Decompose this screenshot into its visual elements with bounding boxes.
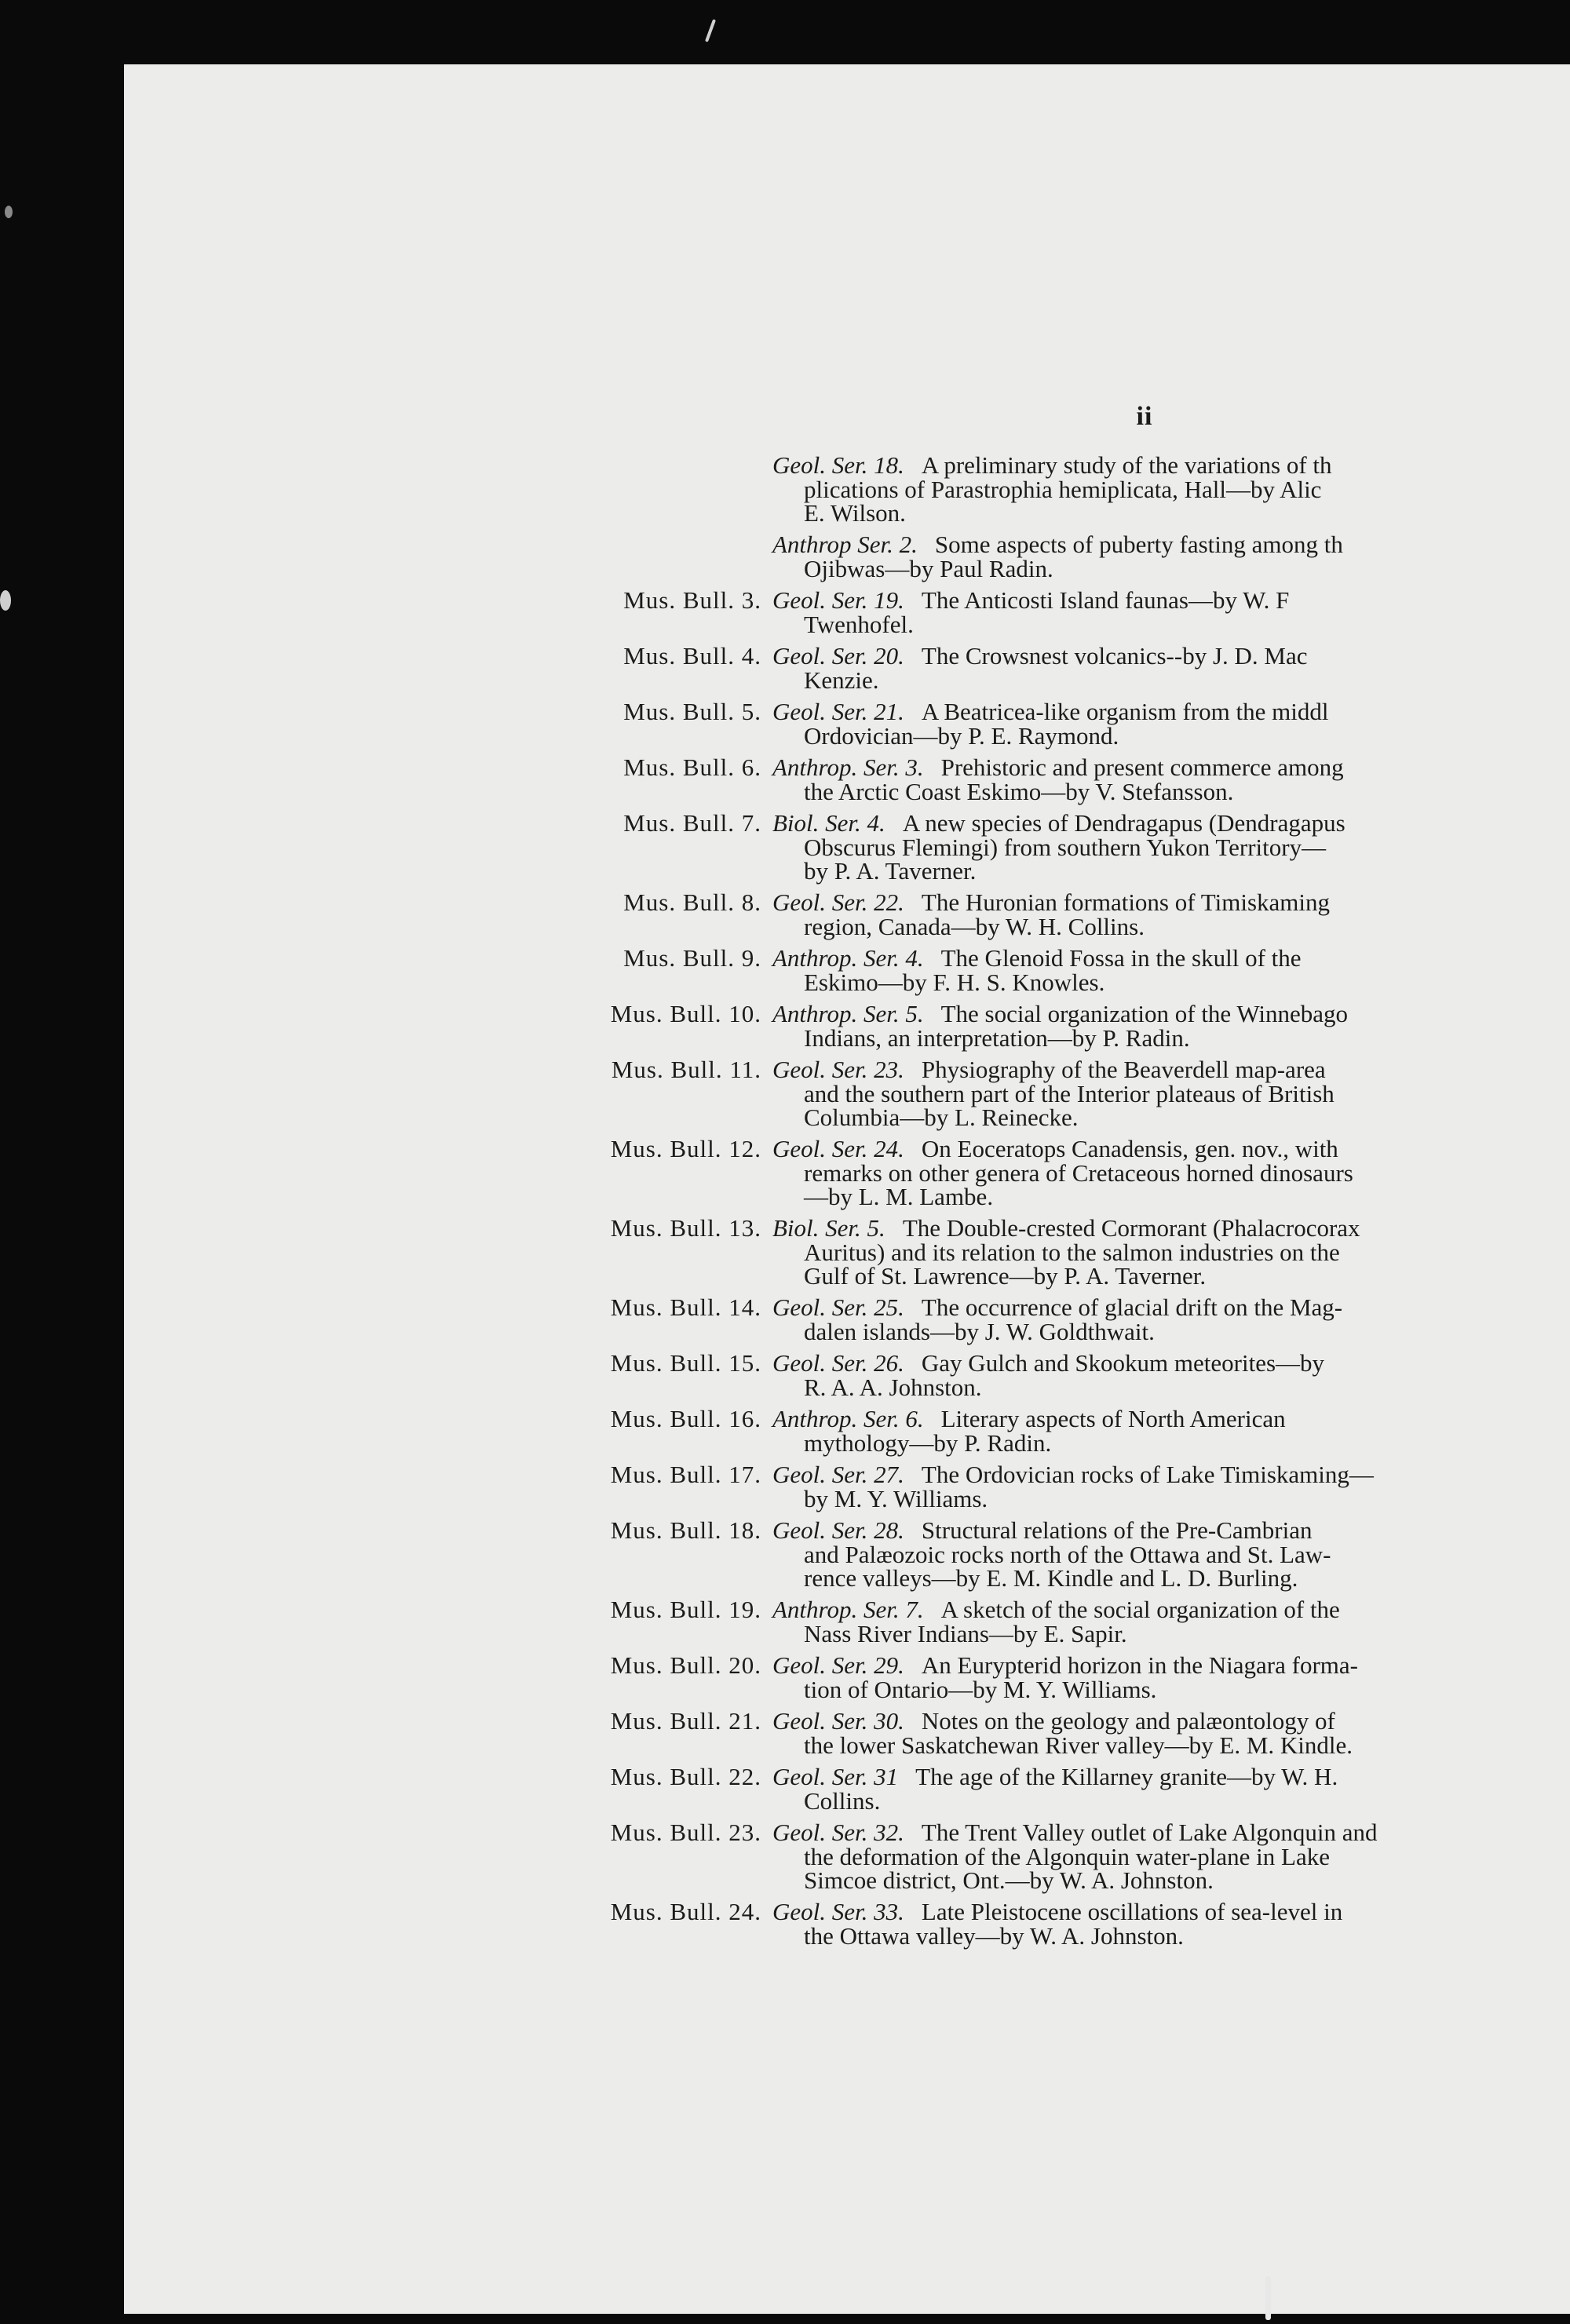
entry-continuation: Ojibwas—by Paul Radin. [804,555,1053,582]
bulletin-number: Mus. Bull. 18. [610,1516,761,1544]
bulletin-entry [623,642,1570,694]
entry-title: Literary aspects of North American [940,1405,1286,1432]
series-label: Anthrop Ser. 2. [772,531,918,558]
series-label: Geol. Ser. 30. [772,1707,904,1735]
bulletin-number: Mus. Bull. 12. [610,1135,761,1162]
entry-title: An Eurypterid horizon in the Niagara forma- [921,1651,1358,1679]
entry-title: A preliminary study of the variations of th [921,451,1332,479]
entry-first-line [623,642,1570,669]
entry-title: Some aspects of puberty fasting among th [934,531,1343,558]
entry-title: The age of the Killarney granite—by W. H. [915,1763,1338,1790]
bulletin-list [610,451,1570,1954]
series-label: Anthrop. Ser. 6. [772,1405,924,1432]
bulletin-entry [610,1651,1570,1703]
bulletin-number: Mus. Bull. 23. [610,1819,761,1846]
bulletin-number: Mus. Bull. 20. [610,1651,761,1679]
bulletin-number: Mus. Bull. 4. [623,642,761,669]
entry-continuation: mythology—by P. Radin. [804,1429,1052,1457]
entry-continuation: Collins. [804,1787,881,1815]
entry-title: The Double-crested Cormorant (Phalacrocorax [902,1214,1360,1242]
entry-continuation: R. A. A. Johnston. [804,1374,982,1401]
bulletin-number: Mus. Bull. 5. [623,698,761,725]
series-label: Geol. Ser. 32. [772,1819,904,1846]
entry-continuation: Nass River Indians—by E. Sapir. [804,1620,1127,1647]
entry-first-line [610,1000,1570,1027]
entry-continuation: remarks on other genera of Cretaceous horned dinosaurs [804,1159,1353,1187]
entry-title: On Eoceratops Canadensis, gen. nov., with [921,1135,1338,1162]
entry-first-line [610,1461,1570,1488]
entry-title: Gay Gulch and Skookum meteorites—by [921,1349,1325,1377]
bulletin-entry [610,1293,1570,1345]
scan-speck [0,590,11,611]
entry-first-line [623,586,1570,614]
bulletin-entry [623,698,1570,750]
series-label: Anthrop. Ser. 4. [772,944,924,972]
entry-first-line [610,1293,1570,1321]
entry-continuation: the deformation of the Algonquin water-plane in Lake [804,1843,1330,1870]
entry-title: The Trent Valley outlet of Lake Algonquin and [921,1819,1378,1846]
entry-title: Physiography of the Beaverdell map-area [921,1056,1326,1083]
entry-continuation: Auritus) and its relation to the salmon industries on the [804,1239,1340,1266]
entry-title: Structural relations of the Pre-Cambrian [921,1516,1313,1544]
entry-first-line [623,888,1570,916]
bulletin-entry [610,1596,1570,1647]
entry-continuation: the Ottawa valley—by W. A. Johnston. [804,1922,1184,1950]
entry-continuation: the lower Saskatchewan River valley—by E. M. Kindle. [804,1731,1353,1759]
bulletin-number: Mus. Bull. 7. [623,809,761,837]
series-label: Geol. Ser. 26. [772,1349,904,1377]
entry-first-line [623,944,1570,972]
entry-first-line [610,1135,1570,1162]
entry-first-line [610,1651,1570,1679]
entry-continuation: rence valleys—by E. M. Kindle and L. D. Burling. [804,1564,1298,1592]
scan-speck [5,206,13,218]
series-label: Anthrop. Ser. 5. [772,1000,924,1027]
series-label: Geol. Ser. 31 [772,1763,899,1790]
bulletin-entry [610,1461,1570,1512]
entry-continuation: dalen islands—by J. W. Goldthwait. [804,1318,1155,1345]
entry-title: The Anticosti Island faunas—by W. F [921,586,1290,614]
bulletin-entry [610,1135,1570,1210]
entry-first-line [610,1707,1570,1735]
series-label: Anthrop. Ser. 7. [772,1596,924,1623]
bulletin-entry [610,1898,1570,1950]
entry-first-line [610,1214,1570,1242]
bulletin-number: Mus. Bull. 21. [610,1707,761,1735]
bulletin-entry [610,1000,1570,1052]
bulletin-entry [623,586,1570,638]
series-label: Geol. Ser. 29. [772,1651,904,1679]
series-label: Geol. Ser. 28. [772,1516,904,1544]
bulletin-entry [772,452,1570,525]
entry-title: The Glenoid Fossa in the skull of the [940,944,1302,972]
entry-title: The Ordovician rocks of Lake Timiskaming— [921,1461,1374,1488]
series-label: Geol. Ser. 24. [772,1135,904,1162]
bulletin-entry [610,1405,1570,1457]
entry-title: The occurrence of glacial drift on the Mag- [921,1293,1343,1321]
entry-first-line [610,1349,1570,1377]
entry-first-line [610,1898,1570,1925]
entry-continuation: and Palæozoic rocks north of the Ottawa and St. Law- [804,1541,1331,1568]
series-label: Geol. Ser. 23. [772,1056,904,1083]
bulletin-entry [610,1349,1570,1401]
entry-continuation: Kenzie. [804,666,879,694]
series-label: Anthrop. Ser. 3. [772,753,924,781]
bulletin-entry [610,1763,1570,1815]
bulletin-number: Mus. Bull. 8. [623,888,761,916]
entry-title: Notes on the geology and palæontology of [921,1707,1335,1735]
series-label: Geol. Ser. 27. [772,1461,904,1488]
series-label: Geol. Ser. 18. [772,451,904,479]
entry-title: A sketch of the social organization of the [940,1596,1340,1623]
bulletin-number: Mus. Bull. 10. [610,1000,761,1027]
entry-first-line [772,452,1570,478]
entry-title: Late Pleistocene oscillations of sea-level in [921,1898,1343,1925]
entry-title: The Huronian formations of Timiskaming [921,888,1330,916]
bulletin-entry [623,753,1570,805]
entry-first-line [610,1596,1570,1623]
entry-title: Prehistoric and present commerce among [940,753,1344,781]
entry-continuation: and the southern part of the Interior plateaus of British [804,1080,1334,1107]
bulletin-entry [610,1516,1570,1592]
series-label: Geol. Ser. 20. [772,642,904,669]
bulletin-number: Mus. Bull. 3. [623,586,761,614]
bulletin-number: Mus. Bull. 17. [610,1461,761,1488]
entry-continuation: Simcoe district, Ont.—by W. A. Johnston. [804,1866,1214,1894]
entry-first-line [610,1516,1570,1544]
entry-continuation: by M. Y. Williams. [804,1485,988,1512]
bulletin-number: Mus. Bull. 19. [610,1596,761,1623]
entry-continuation: by P. A. Taverner. [804,857,977,885]
entry-first-line [772,531,1570,557]
scan-spine-mark [1265,2276,1271,2320]
bulletin-number: Mus. Bull. 24. [610,1898,761,1925]
entry-continuation: Columbia—by L. Reinecke. [804,1104,1079,1131]
bulletin-number: Mus. Bull. 15. [610,1349,761,1377]
entry-continuation: —by L. M. Lambe. [804,1183,994,1210]
bulletin-number: Mus. Bull. 6. [623,753,761,781]
bulletin-entry [623,809,1570,885]
entry-continuation: Gulf of St. Lawrence—by P. A. Taverner. [804,1262,1207,1290]
bulletin-number: Mus. Bull. 13. [610,1214,761,1242]
bulletin-number: Mus. Bull. 22. [610,1763,761,1790]
series-label: Geol. Ser. 21. [772,698,904,725]
entry-title: The Crowsnest volcanics--by J. D. Mac [921,642,1308,669]
page-number: ii [1136,402,1153,431]
entry-first-line [623,698,1570,725]
entry-continuation: E. Wilson. [804,499,906,527]
series-label: Geol. Ser. 22. [772,888,904,916]
bulletin-entry [623,888,1570,940]
bulletin-entry [772,531,1570,581]
bulletin-number: Mus. Bull. 14. [610,1293,761,1321]
entry-title: A Beatricea-like organism from the middl [921,698,1329,725]
entry-first-line [623,809,1570,837]
entry-continuation: plications of Parastrophia hemiplicata, Hall—by Alic [804,476,1322,503]
series-label: Geol. Ser. 33. [772,1898,904,1925]
series-label: Biol. Ser. 5. [772,1214,885,1242]
entry-continuation: Ordovician—by P. E. Raymond. [804,722,1119,750]
entry-continuation: Obscurus Flemingi) from southern Yukon Territory— [804,834,1327,861]
entry-first-line [610,1819,1570,1846]
bulletin-entry [610,1707,1570,1759]
series-label: Biol. Ser. 4. [772,809,885,837]
entry-first-line [610,1405,1570,1432]
entry-continuation: Indians, an interpretation—by P. Radin. [804,1024,1190,1052]
entry-continuation: tion of Ontario—by M. Y. Williams. [804,1676,1157,1703]
bulletin-number: Mus. Bull. 16. [610,1405,761,1432]
bulletin-entry [610,1819,1570,1894]
series-label: Geol. Ser. 25. [772,1293,904,1321]
entry-title: A new species of Dendragapus (Dendragapus [902,809,1345,837]
entry-continuation: Eskimo—by F. H. S. Knowles. [804,969,1105,996]
entry-continuation: the Arctic Coast Eskimo—by V. Stefansson. [804,778,1234,805]
document-page [124,64,1570,2314]
bulletin-number: Mus. Bull. 11. [611,1056,761,1083]
entry-continuation: region, Canada—by W. H. Collins. [804,913,1145,940]
bulletin-entry [623,944,1570,996]
bulletin-entry [611,1056,1570,1131]
series-label: Geol. Ser. 19. [772,586,904,614]
bulletin-entry [610,1214,1570,1290]
entry-first-line [611,1056,1570,1083]
bulletin-number: Mus. Bull. 9. [623,944,761,972]
entry-title: The social organization of the Winnebago [940,1000,1349,1027]
entry-continuation: Twenhofel. [804,611,914,638]
entry-first-line [623,753,1570,781]
entry-first-line [610,1763,1570,1790]
